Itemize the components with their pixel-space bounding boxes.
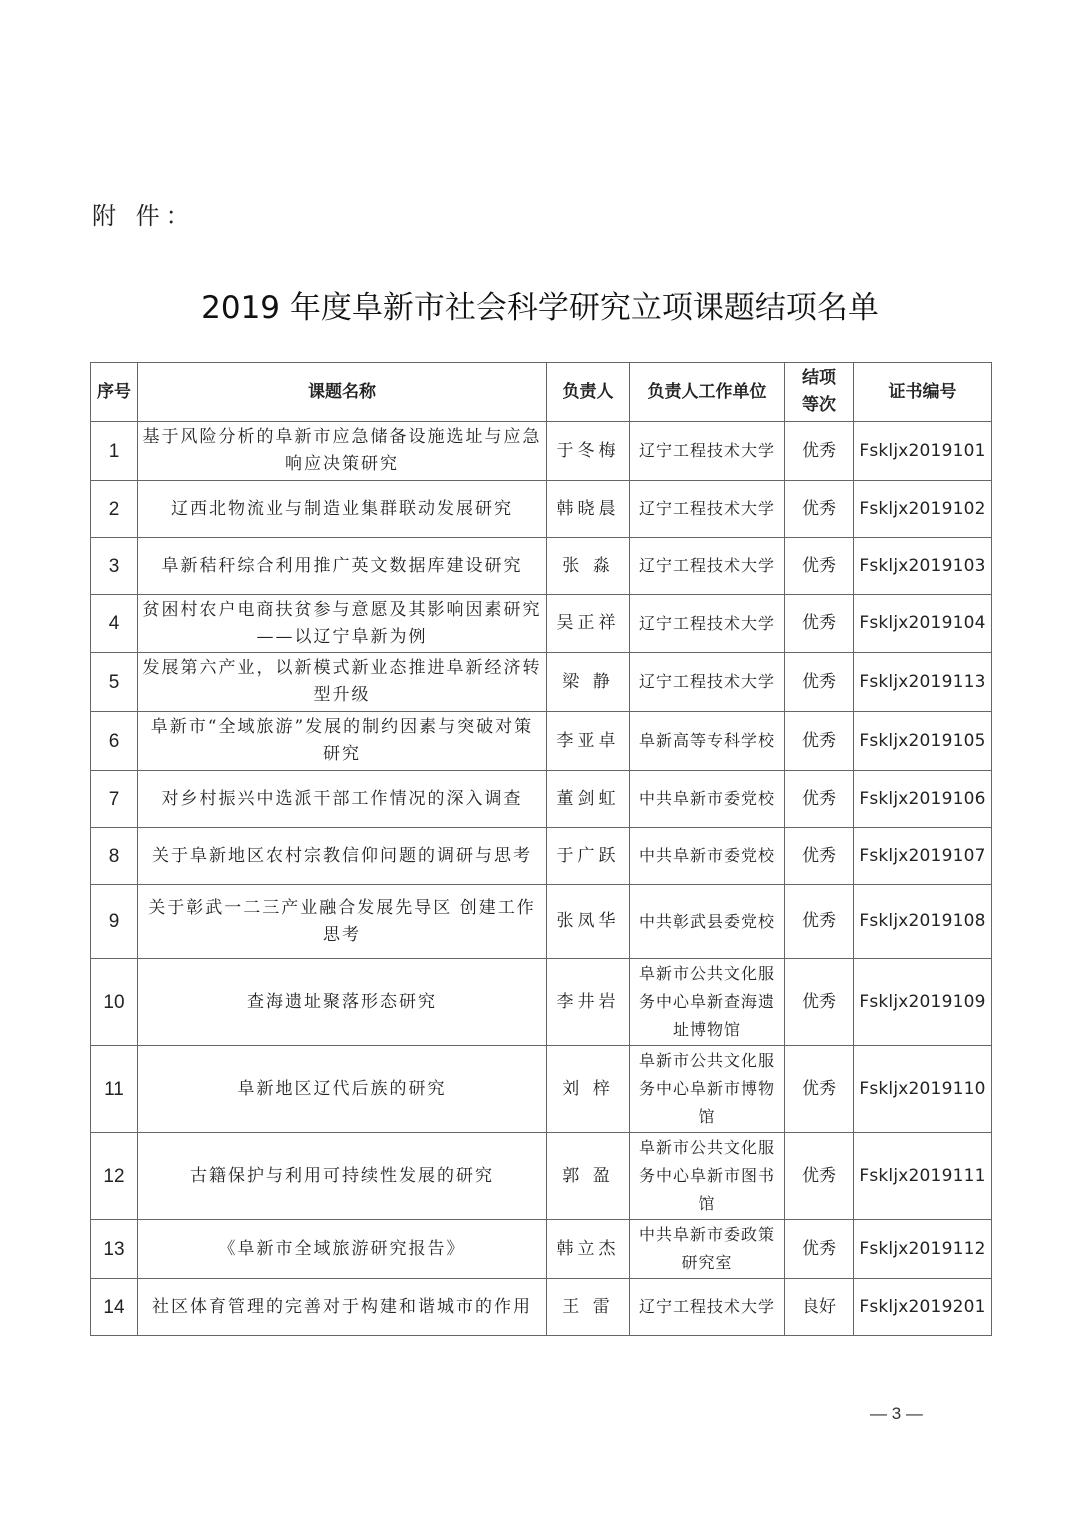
row-number: 13 [91,1220,138,1279]
cert-cell: Fskljx2019111 [854,1133,992,1220]
leader-cell: 董剑虹 [547,771,630,828]
cert-cell: Fskljx2019112 [854,1220,992,1279]
cert-cell: Fskljx2019201 [854,1279,992,1336]
table-row [91,422,992,481]
grade-cell: 优秀 [785,422,854,481]
grade-cell: 优秀 [785,1046,854,1133]
row-number: 3 [91,538,138,595]
header-grade-text: 结项等次 [802,368,836,415]
unit-cell: 中共阜新市委党校 [630,828,785,885]
grade-cell: 优秀 [785,712,854,771]
cert-cell: Fskljx2019107 [854,828,992,885]
row-number: 7 [91,771,138,828]
topic-cell: 基于风险分析的阜新市应急储备设施选址与应急响应决策研究 [138,422,547,481]
cert-cell: Fskljx2019102 [854,481,992,538]
table-row [91,828,992,885]
unit-cell: 中共阜新市委党校 [630,771,785,828]
row-number: 4 [91,595,138,653]
topic-cell: 关于彰武一二三产业融合发展先导区 创建工作思考 [138,885,547,959]
table-row [91,885,992,959]
row-number: 11 [91,1046,138,1133]
row-number: 2 [91,481,138,538]
topic-cell: 发展第六产业，以新模式新业态推进阜新经济转型升级 [138,653,547,712]
table-row [91,595,992,653]
row-number: 9 [91,885,138,959]
unit-cell: 中共阜新市委政策研究室 [630,1220,785,1279]
topic-cell: 《阜新市全域旅游研究报告》 [138,1220,547,1279]
topic-cell: 阜新市“全域旅游”发展的制约因素与突破对策研究 [138,712,547,771]
cert-cell: Fskljx2019104 [854,595,992,653]
header-topic: 课题名称 [138,363,547,422]
header-leader: 负责人 [547,363,630,422]
row-number: 6 [91,712,138,771]
unit-cell: 辽宁工程技术大学 [630,422,785,481]
grade-cell: 优秀 [785,1220,854,1279]
cert-cell: Fskljx2019113 [854,653,992,712]
grade-cell: 优秀 [785,885,854,959]
topic-cell: 阜新秸秆综合利用推广英文数据库建设研究 [138,538,547,595]
cert-cell: Fskljx2019106 [854,771,992,828]
row-number: 10 [91,959,138,1046]
leader-cell: 吴正祥 [547,595,630,653]
unit-cell: 阜新高等专科学校 [630,712,785,771]
unit-cell: 辽宁工程技术大学 [630,481,785,538]
grade-cell: 优秀 [785,538,854,595]
unit-cell: 辽宁工程技术大学 [630,538,785,595]
topic-cell: 关于阜新地区农村宗教信仰问题的调研与思考 [138,828,547,885]
header-cert: 证书编号 [854,363,992,422]
table-row [91,1046,992,1133]
row-number: 14 [91,1279,138,1336]
table-row [91,1133,992,1220]
header-grade [785,363,854,422]
table-row [91,653,992,712]
cert-cell: Fskljx2019105 [854,712,992,771]
grade-cell: 优秀 [785,595,854,653]
grade-cell: 良好 [785,1279,854,1336]
unit-cell: 阜新市公共文化服务中心阜新市图书馆 [630,1133,785,1220]
row-number: 5 [91,653,138,712]
unit-cell: 辽宁工程技术大学 [630,653,785,712]
grade-cell: 优秀 [785,828,854,885]
grade-cell: 优秀 [785,771,854,828]
leader-cell: 郭 盈 [547,1133,630,1220]
grade-cell: 优秀 [785,653,854,712]
attachment-label: 附 件： [92,202,196,230]
topic-cell: 对乡村振兴中选派干部工作情况的深入调查 [138,771,547,828]
leader-cell: 韩立杰 [547,1220,630,1279]
row-number: 1 [91,422,138,481]
topic-cell: 阜新地区辽代后族的研究 [138,1046,547,1133]
table-row [91,1279,992,1336]
unit-cell: 辽宁工程技术大学 [630,1279,785,1336]
page-number: — 3 — [870,1404,923,1423]
cert-cell: Fskljx2019109 [854,959,992,1046]
grade-cell: 优秀 [785,959,854,1046]
grade-cell: 优秀 [785,1133,854,1220]
page-title: 2019 年度阜新市社会科学研究立项课题结项名单 [201,290,879,326]
table-row [91,771,992,828]
leader-cell: 张 淼 [547,538,630,595]
leader-cell: 李亚卓 [547,712,630,771]
header-row [91,363,992,422]
cert-cell: Fskljx2019101 [854,422,992,481]
leader-cell: 王 雷 [547,1279,630,1336]
table-row [91,959,992,1046]
leader-cell: 韩晓晨 [547,481,630,538]
table-row [91,538,992,595]
table-row [91,481,992,538]
cert-cell: Fskljx2019110 [854,1046,992,1133]
unit-cell: 阜新市公共文化服务中心阜新查海遗址博物馆 [630,959,785,1046]
row-number: 12 [91,1133,138,1220]
topic-cell: 古籍保护与利用可持续性发展的研究 [138,1133,547,1220]
unit-cell: 辽宁工程技术大学 [630,595,785,653]
unit-cell: 阜新市公共文化服务中心阜新市博物馆 [630,1046,785,1133]
leader-cell: 张凤华 [547,885,630,959]
topic-cell: 贫困村农户电商扶贫参与意愿及其影响因素研究——以辽宁阜新为例 [138,595,547,653]
header-no: 序号 [91,363,138,422]
topic-cell: 社区体育管理的完善对于构建和谐城市的作用 [138,1279,547,1336]
leader-cell: 于广跃 [547,828,630,885]
results-table [90,362,992,1336]
cert-cell: Fskljx2019108 [854,885,992,959]
grade-cell: 优秀 [785,481,854,538]
leader-cell: 梁 静 [547,653,630,712]
leader-cell: 刘 梓 [547,1046,630,1133]
table-row [91,712,992,771]
topic-cell: 辽西北物流业与制造业集群联动发展研究 [138,481,547,538]
cert-cell: Fskljx2019103 [854,538,992,595]
leader-cell: 李井岩 [547,959,630,1046]
topic-cell: 查海遗址聚落形态研究 [138,959,547,1046]
row-number: 8 [91,828,138,885]
header-unit: 负责人工作单位 [630,363,785,422]
unit-cell: 中共彰武县委党校 [630,885,785,959]
table-row [91,1220,992,1279]
leader-cell: 于冬梅 [547,422,630,481]
